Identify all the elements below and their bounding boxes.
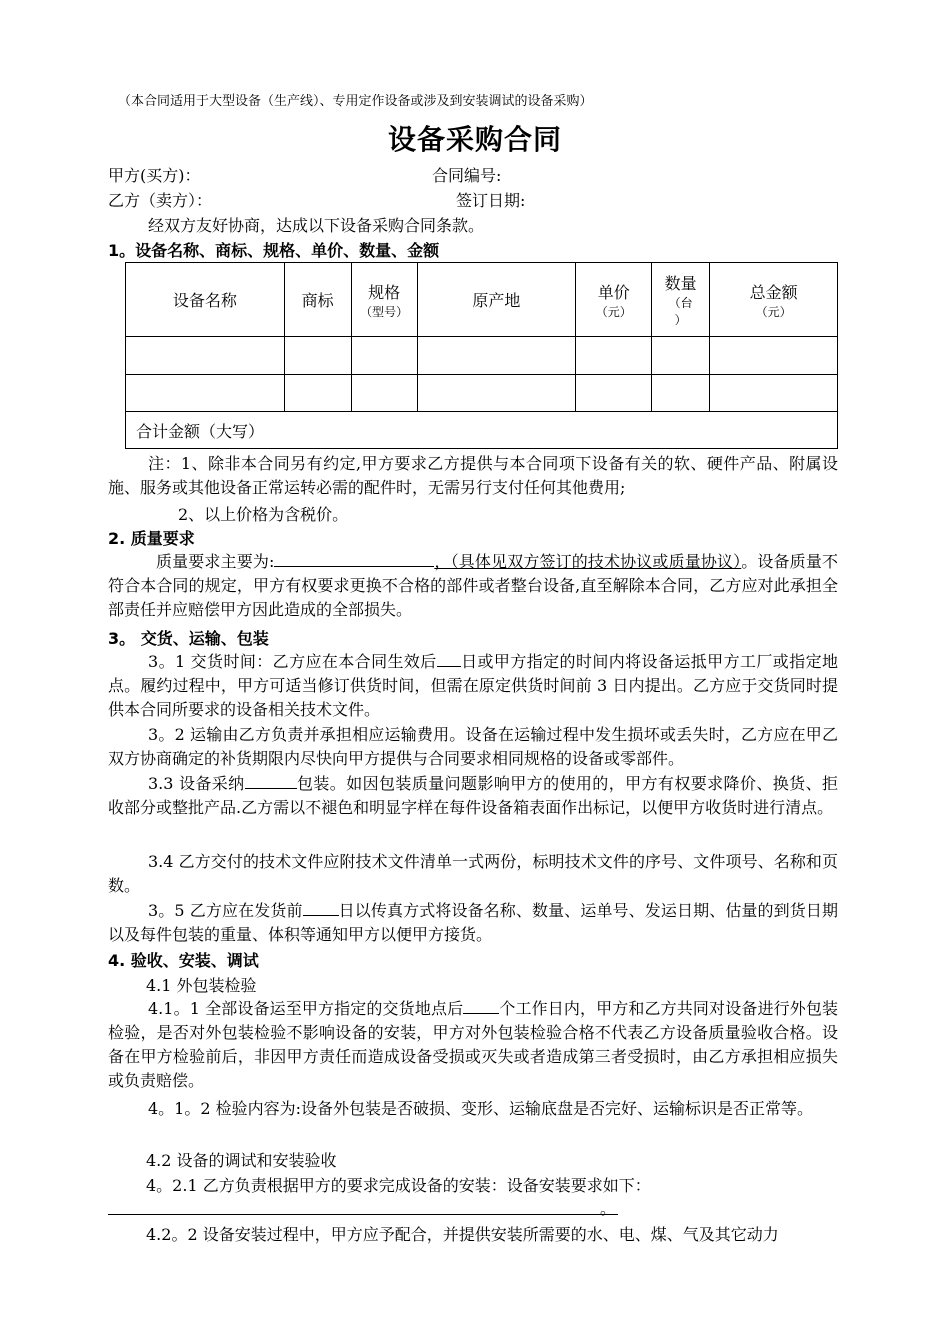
party-b-label: 乙方（卖方）： bbox=[108, 191, 213, 210]
intro-text: 经双方友好协商，达成以下设备采购合同条款。 bbox=[148, 216, 485, 235]
col-spec: 规格 （型号） bbox=[351, 263, 417, 337]
applicability-note: （本合同适用于大型设备（生产线）、专用定作设备或涉及到安装调试的设备采购） bbox=[118, 94, 593, 109]
section4-1-2-paragraph: 4。1。2 检验内容为:设备外包装是否破损、变形、运输底盘是否完好、运输标识是否正常等。 bbox=[148, 1099, 814, 1118]
section1-note1: 注：1、除非本合同另有约定,甲方要求乙方提供与本合同项下设备有关的软、硬件产品、附属设施、服务或其他设备正常运转必需的配件时，无需另行支付任何其他费用; bbox=[108, 454, 838, 497]
section3-heading: 3。 交货、运输、包装 bbox=[108, 629, 269, 648]
table-header-row bbox=[126, 263, 838, 337]
section4-1-title: 4.1 外包装检验 bbox=[146, 976, 257, 995]
section4-1-1-paragraph: 4.1。1 全部设备运至甲方指定的交货地点后 个工作日内，甲方和乙方共同对设备进行外包装检验，是否对外包装检验不影响设备的安装，甲方对外包装检验合格不代表乙方设备质量验收合格。设备在甲方检验前后，非因甲方责任而造成设备受损或灭失或者造成第三者受损时，由乙方承担相应损失或负责赔偿。 bbox=[108, 999, 838, 1090]
sign-date-label: 签订日期: bbox=[456, 191, 526, 210]
section3-2-paragraph: 3。2 运输由乙方负责并承担相应运输费用。设备在运输过程中发生损坏或丢失时，乙方应在甲乙双方协商确定的补货期限内尽快向甲方提供与合同要求相同规格的设备或零部件。 bbox=[108, 725, 838, 768]
table-row bbox=[126, 375, 838, 412]
equipment-table bbox=[125, 262, 838, 449]
section3-4-paragraph: 3.4 乙方交付的技术文件应附技术文件清单一式两份，标明技术文件的序号、文件项号、名称和页数。 bbox=[108, 852, 838, 895]
total-amount-label: 合计金额（大写） bbox=[126, 412, 838, 449]
contract-number-label: 合同编号: bbox=[432, 166, 502, 185]
install-requirement-end: 。 bbox=[600, 1199, 617, 1218]
col-brand: 商标 bbox=[284, 263, 351, 337]
col-total-amount: 总金额 （元） bbox=[710, 263, 838, 337]
page-title: 设备采购合同 bbox=[387, 123, 562, 156]
party-a-label: 甲方(买方)： bbox=[108, 166, 201, 185]
section4-heading: 4. 验收、安装、调试 bbox=[108, 951, 259, 970]
col-origin: 原产地 bbox=[417, 263, 576, 337]
section4-2-1-paragraph: 4。2.1 乙方负责根据甲方的要求完成设备的安装：设备安装要求如下： bbox=[146, 1176, 651, 1195]
section3-3-paragraph: 3.3 设备采纳 包装。如因包装质量问题影响甲方的使用的，甲方有权要求降价、换货、拒收部分或整批产品.乙方需以不褪色和明显字样在每件设备箱表面作出标记，以便甲方收货时进行清点。 bbox=[108, 774, 838, 817]
table-row bbox=[126, 337, 838, 375]
section2-paragraph: 质量要求主要为: ，（具体见双方签订的技术协议或质量协议）。设备质量不符合本合同的规定，甲方有权要求更换不合格的部件或者整台设备,直至解除本合同，乙方应对此承担全部责任并应赔偿甲方因此造成的全部损失。 bbox=[108, 552, 838, 619]
section3-5-paragraph: 3。5 乙方应在发货前 日以传真方式将设备名称、数量、运单号、发运日期、估量的到货日期以及每件包装的重量、体积等通知甲方以便甲方接货。 bbox=[108, 901, 838, 944]
section1-note2: 2、以上价格为含税价。 bbox=[178, 505, 349, 524]
install-requirement-blank bbox=[108, 1214, 618, 1215]
col-equipment-name: 设备名称 bbox=[126, 263, 285, 337]
section2-heading: 2. 质量要求 bbox=[108, 529, 195, 548]
table-total-row bbox=[126, 412, 838, 449]
section3-1-paragraph: 3。1 交货时间：乙方应在本合同生效后 日或甲方指定的时间内将设备运抵甲方工厂或指定地点。履约过程中，甲方可适当修订供货时间，但需在原定供货时间前 3 日内提出。乙方应于交货同时提供本合同所要求的设备相关技术文件。 bbox=[108, 652, 838, 719]
col-unit-price: 单价 （元） bbox=[576, 263, 652, 337]
section4-2-2-paragraph: 4.2。2 设备安装过程中，甲方应予配合，并提供安装所需要的水、电、煤、气及其它动力 bbox=[146, 1225, 779, 1244]
section4-2-title: 4.2 设备的调试和安装验收 bbox=[146, 1151, 337, 1170]
col-quantity: 数量 （台 ） bbox=[652, 263, 710, 337]
section1-heading: 1。设备名称、商标、规格、单价、数量、金额 bbox=[108, 241, 440, 260]
quality-blank bbox=[274, 550, 434, 567]
